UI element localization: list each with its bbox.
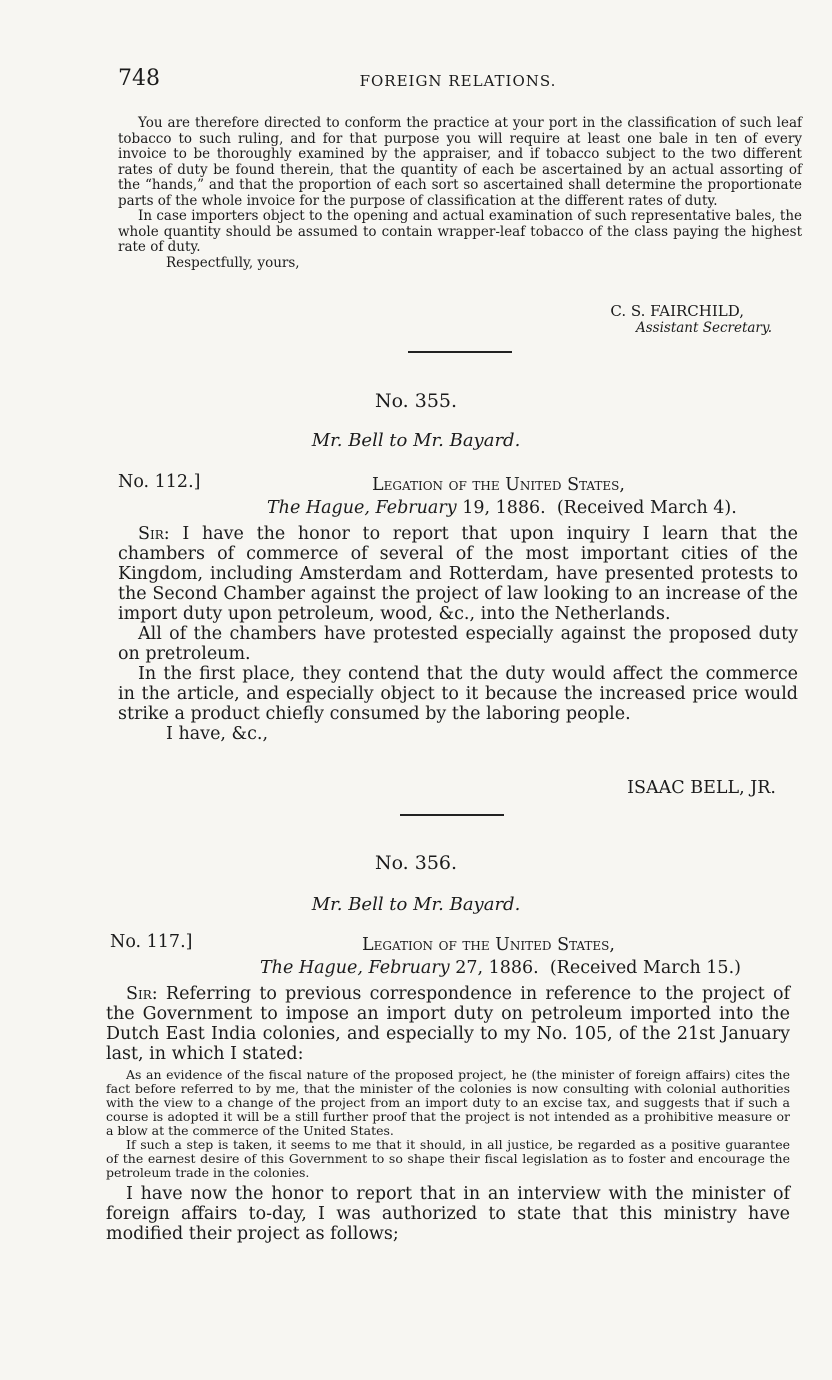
document-number: No. 355. [374,390,458,412]
quoted-paragraph: If such a step is taken, it seems to me that it should, in all justice, be regarded as a positive guarantee of the earnest desire of this Government to so shape their fiscal legislation as to foster and encourage the petroleum trade in the colonies. [106,1137,790,1180]
place: The Hague, [260,958,363,978]
doc356-body [106,984,790,1244]
dateline [267,498,737,518]
page-number: 748 [118,66,160,91]
received-note: (Received March 4). [556,498,737,518]
date-month: February [375,498,457,518]
closing: I have, &c., [166,724,269,744]
dateline [260,958,741,978]
date-month: February [368,958,450,978]
legation-line: Legation of the United States, [372,475,625,495]
doc355-body [118,524,798,744]
top-letter-body [118,116,802,271]
paragraph: You are therefore directed to conform the practice at your port in the classification of such leaf tobacco to such ruling, and for that purpose you will require at least one bale in ten of every invoice to be thoroughly examined by the appraiser, and if tobacco subject to the two different rates of duty be found therein, that the quantity of each be ascertained by an actual assorting of the “hands,” and that the proportion of each sort so ascertained shall determine the proportionate parts of the whole invoice for the purpose of classification at the different rates of duty. [118,115,802,209]
despatch-ref: No. 117.] [110,932,193,952]
signer-name: C. S. FAIRCHILD, [610,302,744,320]
paragraph: All of the chambers have protested especially against the proposed duty on pretroleum. [118,624,798,664]
signer-title: Assistant Secretary. [635,320,772,336]
section-divider [408,351,512,353]
signer-name: ISAAC BELL, JR. [627,778,776,798]
date-day-year: 19, 1886. [462,498,546,518]
legation-line: Legation of the United States, [362,935,615,955]
page-header [118,66,798,94]
closing: Respectfully, yours, [166,254,300,271]
paragraph: I have now the honor to report that in an interview with the minister of foreign affairs to-day, I was authorized to state that this ministry have modified their project as follows; [106,1184,790,1244]
despatch-ref: No. 112.] [118,472,201,492]
place: The Hague, [267,498,370,518]
document-heading: Mr. Bell to Mr. Bayard. [311,894,521,915]
document-number: No. 356. [374,852,458,874]
paragraph: In the first place, they contend that the duty would affect the commerce in the article, and especially object to it because the increased price would strike a product chiefly consumed by the laboring people. [118,664,798,724]
salutation: Sir: [138,524,170,544]
received-note: (Received March 15.) [549,958,741,978]
document-heading: Mr. Bell to Mr. Bayard. [311,430,521,451]
paragraph: Sir: I have the honor to report that upon inquiry I learn that the chambers of commerce of several of the most important cities of the Kingdom, including Amsterdam and Rotterdam, have presented protests to the Second Chamber against the project of law looking to an increase of the import duty upon petroleum, wood, &c., into the Netherlands. [118,524,798,624]
paragraph: Sir: Referring to previous correspondence in reference to the project of the Government to impose an import duty on petroleum imported into the Dutch East India colonies, and especially to my No. 105, of the 21st January last, in which I stated: [106,984,790,1064]
paragraph: In case importers object to the opening and actual examination of such representative bales, the whole quantity should be assumed to contain wrapper-leaf tobacco of the class paying the highest rate of duty. [118,208,802,255]
quoted-paragraph: As an evidence of the fiscal nature of the proposed project, he (the minister of foreign affairs) cites the fact before referred to by me, that the minister of the colonies is now consulting with colonial authorities with the view to a change of the project from an import duty to an excise tax, and suggests that if such a course is adopted it will be a still further proof that the project is not intended as a prohibitive measure or a blow at the commerce of the United States. [106,1067,790,1138]
running-head: FOREIGN RELATIONS. [359,72,557,90]
section-divider [400,814,504,816]
date-day-year: 27, 1886. [455,958,539,978]
signature-block [610,302,772,336]
salutation: Sir: [126,984,158,1004]
